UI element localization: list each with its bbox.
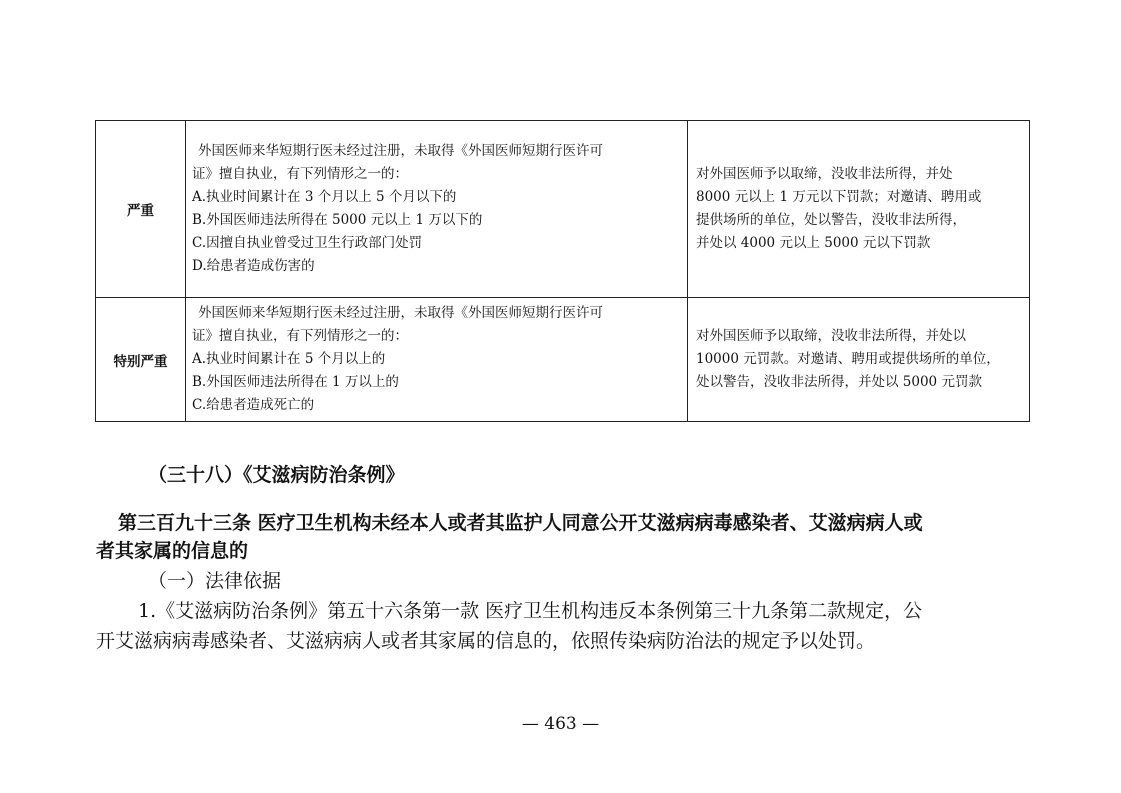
penalty-line: 8000 元以上 1 万元以下罚款；对邀请、聘用或 — [696, 189, 982, 205]
paragraph-line: 1.《艾滋病防治条例》第五十六条第一款 医疗卫生机构违反本条例第三十九条第二款规定，公 — [138, 600, 923, 622]
legal-basis-paragraph — [96, 596, 1036, 656]
table-row-serious — [96, 121, 1030, 298]
penalty-line: 10000 元罚款。对邀请、聘用或提供场所的单位， — [696, 351, 1000, 367]
condition-line: B.外国医师违法所得在 5000 元以上 1 万以下的 — [192, 212, 483, 228]
condition-line: C.给患者造成死亡的 — [192, 397, 315, 413]
penalty-line: 对外国医师予以取缔，没收非法所得，并处以 — [696, 328, 966, 344]
condition-cell — [186, 121, 688, 298]
condition-line: 证》擅自执业，有下列情形之一的： — [192, 328, 408, 344]
condition-line: C.因擅自执业曾受过卫生行政部门处罚 — [192, 235, 423, 251]
condition-line: 外国医师来华短期行医未经过注册，未取得《外国医师短期行医许可 — [198, 143, 603, 159]
condition-line: 外国医师来华短期行医未经过注册，未取得《外国医师短期行医许可 — [198, 305, 603, 321]
condition-line: D.给患者造成伤害的 — [192, 258, 315, 274]
penalty-line: 提供场所的单位，处以警告，没收非法所得， — [696, 212, 966, 228]
condition-cell — [186, 298, 688, 422]
page-number: — 463 — — [521, 714, 600, 734]
penalty-cell — [688, 298, 1030, 422]
penalty-cell — [688, 121, 1030, 298]
penalty-line: 并处以 4000 元以上 5000 元以下罚款 — [696, 235, 931, 251]
subheading: （一）法律依据 — [148, 570, 282, 592]
condition-line: A.执业时间累计在 5 个月以上的 — [192, 351, 386, 367]
table-row-very-serious — [96, 298, 1030, 422]
level-cell: 特别严重 — [96, 298, 186, 422]
article-title-line: 者其家属的信息的 — [96, 540, 249, 562]
penalty-table — [95, 120, 1030, 422]
section-heading: （三十八）《艾滋病防治条例》 — [148, 464, 405, 486]
article-title-line: 第三百九十三条 医疗卫生机构未经本人或者其监护人同意公开艾滋病病毒感染者、艾滋病病人或 — [118, 512, 923, 534]
condition-line: B.外国医师违法所得在 1 万以上的 — [192, 374, 399, 390]
penalty-line: 对外国医师予以取缔，没收非法所得，并处 — [696, 166, 953, 182]
condition-line: 证》擅自执业，有下列情形之一的： — [192, 166, 408, 182]
paragraph-line: 开艾滋病病毒感染者、艾滋病病人或者其家属的信息的，依照传染病防治法的规定予以处罚。 — [96, 630, 876, 652]
penalty-line: 处以警告，没收非法所得，并处以 5000 元罚款 — [696, 374, 982, 390]
article-title — [96, 509, 1036, 565]
level-cell: 严重 — [96, 121, 186, 298]
condition-line: A.执业时间累计在 3 个月以上 5 个月以下的 — [192, 189, 457, 205]
